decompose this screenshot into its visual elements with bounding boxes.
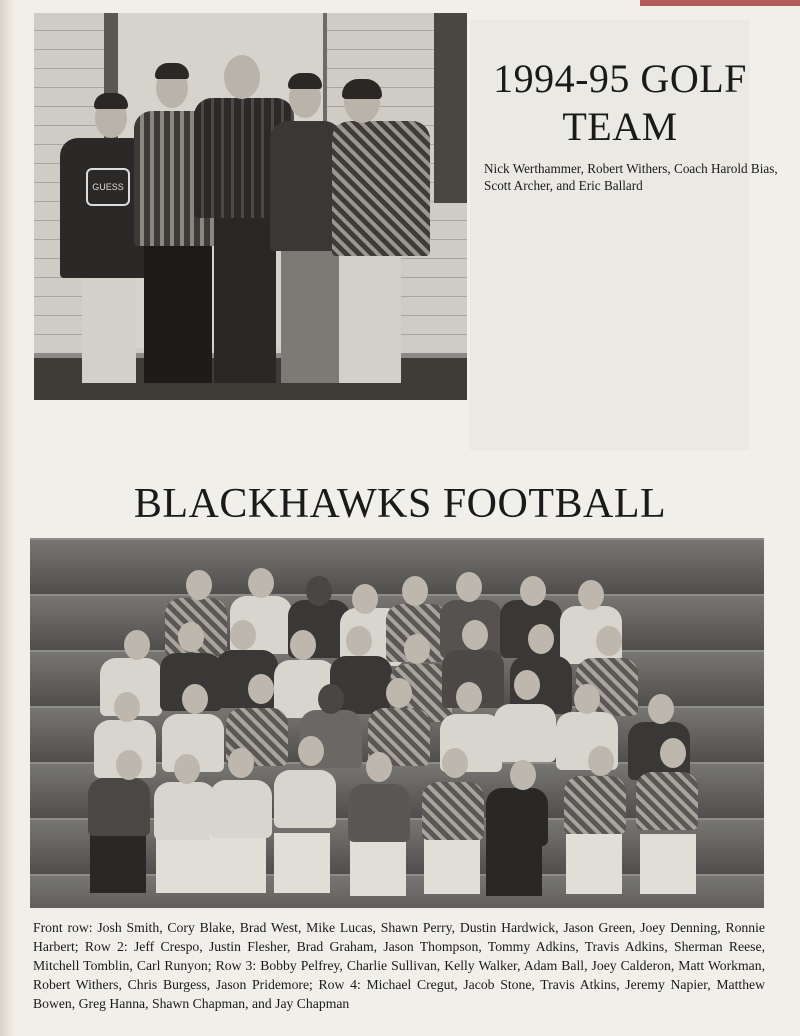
player-legs: [90, 833, 146, 893]
player-head: [588, 746, 614, 776]
player-body: [422, 782, 484, 840]
player-legs: [156, 833, 212, 893]
person-legs: [281, 243, 339, 383]
player-head: [366, 752, 392, 782]
golf-team-title: [470, 55, 770, 151]
football-team-title: BLACKHAWKS FOOTBALL: [133, 481, 667, 527]
player-legs: [350, 836, 406, 896]
door-frame: [434, 13, 467, 203]
golf-team-caption: Nick Werthammer, Robert Withers, Coach Harold Bias, Scott Archer, and Eric Ballard: [484, 161, 778, 193]
person-legs: [339, 248, 401, 383]
shirt-logo: GUESS: [86, 168, 130, 206]
player-head: [178, 622, 204, 652]
player-body: [564, 776, 626, 834]
player-legs: [210, 833, 266, 893]
player-head: [648, 694, 674, 724]
player-head: [318, 684, 344, 714]
person-hair: [288, 73, 322, 89]
player-head: [248, 674, 274, 704]
player-body: [486, 788, 548, 846]
player-head: [298, 736, 324, 766]
player-body: [154, 782, 216, 840]
player-head: [520, 576, 546, 606]
player-head: [462, 620, 488, 650]
player-body: [88, 778, 150, 836]
person-hair: [342, 79, 382, 99]
person-body: [332, 121, 430, 256]
player-legs: [566, 834, 622, 894]
player-head: [386, 678, 412, 708]
player-head: [528, 624, 554, 654]
player-head: [290, 630, 316, 660]
person-legs: [82, 273, 136, 383]
player-body: [348, 784, 410, 842]
football-team-caption: Front row: Josh Smith, Cory Blake, Brad West, Mike Lucas, Shawn Perry, Dustin Hardwick, Jason Green, Joey Denning, Ronnie Harbert; Row 2: Jeff Crespo, Justin Flesher, Brad Graham, Jason Thompson, Tommy Adkins, Travis Adkins, Sherman Reese, Mitchell Tomblin, Carl Runyon; Row 3: Bobby Pelfrey, Charlie Sullivan, Kelly Walker, Adam Ball, Joey Calderon, Matt Workman, Robert Withers, Chris Burgess, Jason Pridemore; Row 4: Michael Cregut, Jacob Stone, Travis Atkins, Jeremy Napier, Matthew Bowen, Greg Hanna, Shawn Chapman, and Jay Chapman: [33, 920, 765, 1011]
player-head: [114, 692, 140, 722]
player-head: [510, 760, 536, 790]
player-head: [230, 620, 256, 650]
person-legs: [144, 238, 212, 383]
golf-title-line1: 1994-95 GOLF: [493, 56, 747, 101]
player-head: [660, 738, 686, 768]
person-hair: [94, 93, 128, 109]
player-head: [596, 626, 622, 656]
player-head: [514, 670, 540, 700]
player-head: [346, 626, 372, 656]
football-team-photo: [30, 538, 764, 908]
player-head: [248, 568, 274, 598]
player-head: [182, 684, 208, 714]
player-head: [306, 576, 332, 606]
player-body: [494, 704, 556, 762]
player-head: [404, 634, 430, 664]
golf-title-line2: TEAM: [562, 104, 678, 149]
player-body: [210, 780, 272, 838]
player-body: [636, 772, 698, 830]
player-head: [578, 580, 604, 610]
coach-head: [224, 55, 260, 99]
player-legs: [424, 834, 480, 894]
player-head: [228, 748, 254, 778]
golf-team-photo: [34, 13, 467, 400]
player-head: [402, 576, 428, 606]
player-legs: [640, 834, 696, 894]
person-legs: [214, 208, 276, 383]
player-head: [574, 684, 600, 714]
person-hair: [155, 63, 189, 79]
player-head: [456, 682, 482, 712]
player-head: [174, 754, 200, 784]
player-head: [456, 572, 482, 602]
player-legs: [274, 833, 330, 893]
bleacher-step: [30, 538, 764, 596]
player-head: [124, 630, 150, 660]
player-head: [352, 584, 378, 614]
player-body: [274, 770, 336, 828]
player-head: [116, 750, 142, 780]
page-top-edge: [640, 0, 800, 6]
player-head: [442, 748, 468, 778]
player-head: [186, 570, 212, 600]
